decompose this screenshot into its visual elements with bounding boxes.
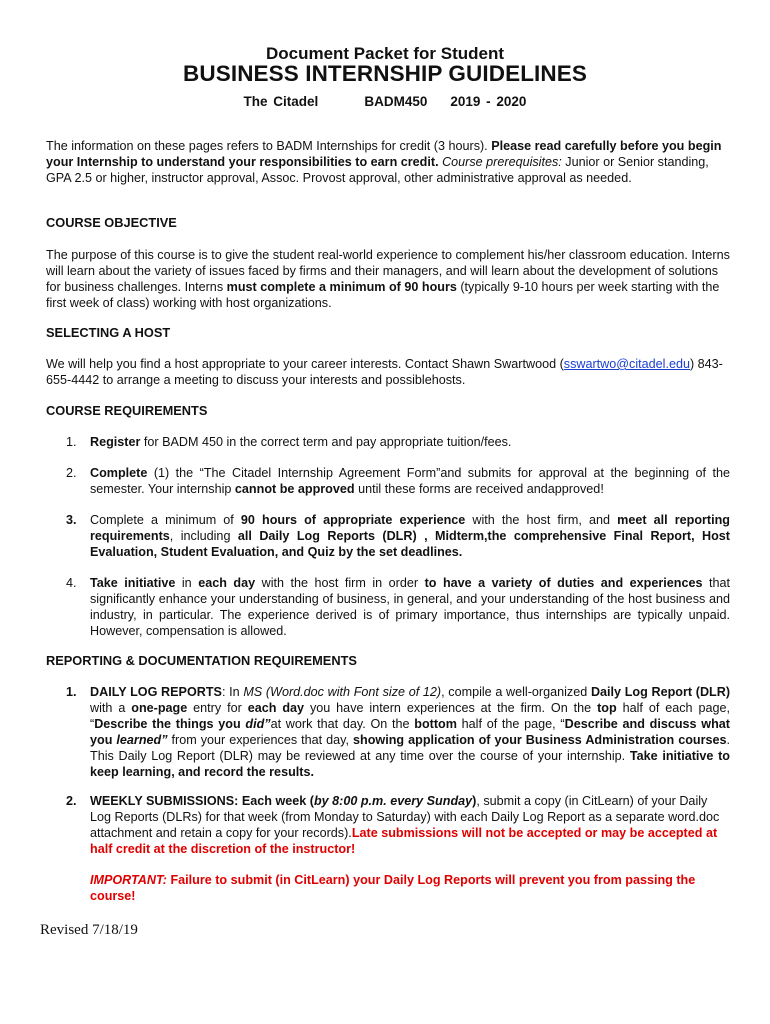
objective-paragraph: The purpose of this course is to give the student real-world experience to complement his/her classroom education. Interns will learn about the variety of issues faced by firms and their managers, and will learn about the development of solutions for business challenges. Interns must complete a minimum of 90 hours (typically 9-10 hours per week starting with the first week of class) working with host organizations. (46, 248, 730, 310)
section-heading-reporting: REPORTING & DOCUMENTATION REQUIREMENTS (46, 653, 357, 668)
document-page: Document Packet for Student BUSINESS INTERNSHIP GUIDELINES The Citadel BADM450 2019 - 2020 The information on these pages refers to BADM Internships for credit (3 hours). Please read carefully before you begin your Internship to understand your responsibilities to earn credit. Course prerequisites: Junior or Senior standing, GPA 2.5 or higher, instructor approval, Assoc. Provost approval, other administrative approval as needed. COURSE OBJECTIVE The purpose of this course is to give the student real-world experience to complement his/her classroom education. Interns will learn about the variety of issues faced by firms and their managers, and will learn about the development of solutions for business challenges. Interns must complete a minimum of 90 hours (typically 9-10 hours per week starting with the first week of class) working with host organizations. SELECTING A HOST We will help you find a host appropriate to your career interests. Contact Shawn Swartwood (sswartwo@citadel.edu) 843-655-4442 to arrange a meeting to discuss your interests and possiblehosts. COURSE REQUIREMENTS 1. Register for BADM 450 in the correct term and pay appropriate tuition/fees. 2. Complete (1) the “The Citadel Internship Agreement Form”and submits for approval at the beginning of the semester. Your internship cannot be approved until these forms are received andapproved! 3. Complete a minimum of 90 hours of appropriate experience with the host firm, and meet all reporting requirements, including all Daily Log Reports (DLR) , Midterm,the comprehensive Final Report, Host Evaluation, Student Evaluation, and Quiz by the set deadlines. 4. Take initiative in each day with the host firm in order to have a variety of duties and experiences that significantly enhance your understanding of business, in general, and your understanding of the host business and industry, in particular. The experience derived is of primary importance, thus internships are typically unpaid. However, compensation is allowed. REPORTING & DOCUMENTATION REQUIREMENTS 1. DAILY LOG REPORTS: In MS (Word.doc with Font size of 12), compile a well-organized Daily Log Report (DLR) with a one-page entry for each day you have intern experiences at the firm. On the top half of each page, “Describe the things you did”at work that day. On the bottom half of the page, “Describe and discuss what you learned” from your experiences that day, showing application of your Business Administration courses. This Daily Log Report (DLR) may be reviewed at any time over the course of your internship. Take initiative to keep learning, and record the results. 2. WEEKLY SUBMISSIONS: Each week (by 8:00 p.m. every Sunday), submit a copy (in CitLearn) of your Daily Log Reports (DLRs) for that week (from Monday to Saturday) with each Daily Log Report as a separate word.doc attachment and retain a copy for your records).Late submissions will not be accepted or may be accepted at half credit at the discretion of the instructor! IMPORTANT: Failure to submit (in CitLearn) your Daily Log Reports will prevent you from passing the course! Revised 7/18/19 (0, 0, 770, 1024)
section-heading-objective: COURSE OBJECTIVE (46, 215, 177, 230)
revision-date: Revised 7/18/19 (40, 922, 138, 938)
host-paragraph: We will help you find a host appropriate to your career interests. Contact Shawn Swartwood (sswartwo@citadel.edu) 843-655-4442 to arrange a meeting to discuss your interests and possiblehosts. (46, 357, 723, 387)
academic-year: 2019 - 2020 (450, 94, 527, 109)
late-submission-warning: Late submissions will not be accepted or may be accepted at half credit at the discretion of the instructor! (90, 826, 718, 856)
document-subtitle: Document Packet for Student (265, 44, 505, 63)
intro-paragraph: The information on these pages refers to BADM Internships for credit (3 hours). Please read carefully before you begin your Internship to understand your responsibilities to earn credit. Course prerequisites: Junior or Senior standing, GPA 2.5 or higher, instructor approval, Assoc. Provost approval, other administrative approval as needed. (46, 139, 722, 185)
school-name: The Citadel (243, 94, 319, 109)
section-heading-host: SELECTING A HOST (46, 325, 171, 340)
document-course-line (0, 94, 770, 110)
email-link[interactable]: sswartwo@citadel.edu (563, 357, 690, 371)
document-title: BUSINESS INTERNSHIP GUIDELINES (183, 61, 587, 86)
section-heading-requirements: COURSE REQUIREMENTS (46, 403, 208, 418)
course-code: BADM450 (364, 94, 428, 109)
